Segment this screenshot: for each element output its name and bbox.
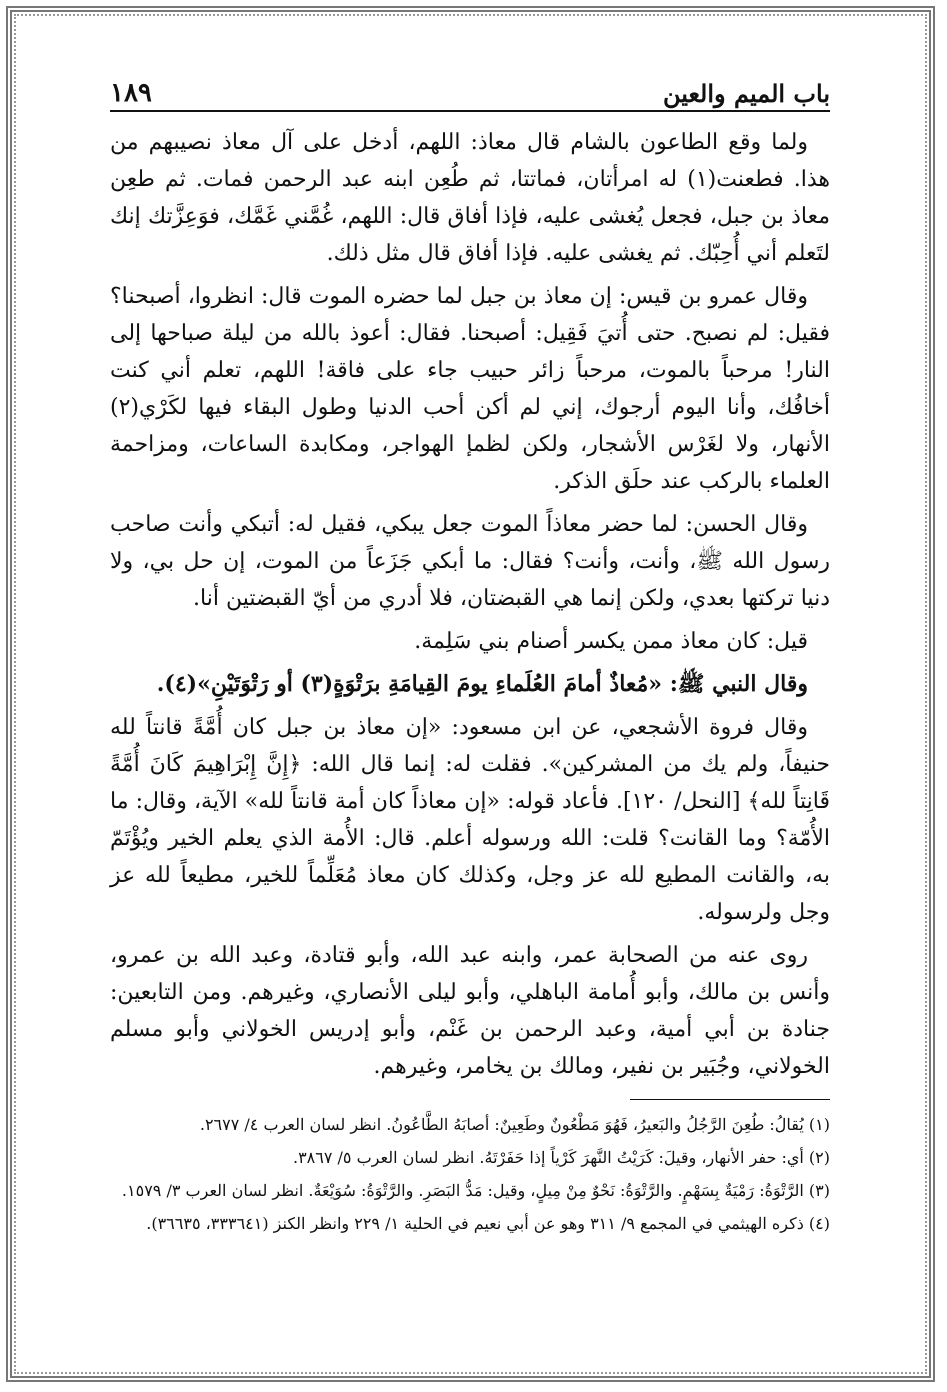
- footnote-separator: [630, 1099, 830, 1100]
- footnote-3: (٣) الرَّتْوَةُ: رَمْيَةٌ بِسَهْمٍ. والرَّتْوَةُ: نَحْوٌ مِنْ مِيلٍ، وقيل: مَدُّ البَصَرِ. والرَّتْوَةُ: سُوَيْعَةٌ. انظر لسان العرب ٣/ ١٥٧٩.: [121, 1181, 830, 1200]
- page-number: ١٨٩: [110, 78, 152, 108]
- paragraph-narrators: روى عنه من الصحابة عمر، وابنه عبد الله، وأبو قتادة، وعبد الله بن عمرو، وأنس بن مالك، وأبو أُمامة الباهلي، وأبو ليلى الأنصاري، وغيرهم. ومن التابعين: جنادة بن أبي أمية، وعبد الرحمن بن غَنْم، وأبو إدريس الخولاني وأبو مسلم الخولاني، وجُبَير بن نفير، ومالك بن يخامر، وغيرهم.: [110, 943, 830, 1079]
- chapter-title: باب الميم والعين: [662, 79, 830, 108]
- main-text: [110, 124, 830, 1085]
- paragraph-hasan: وقال الحسن: لما حضر معاذاً الموت جعل يبكي، فقيل له: أتبكي وأنت صاحب رسول الله ﷺ، وأنت، وأنت؟ فقال: ما أبكي جَزَعاً من الموت، إن حل بي، ولا دنيا تركتها بعدي، ولكن إنما هي القبضتان، فلا أدري من أيّ القبضتين أنا.: [110, 512, 830, 611]
- paragraph-farwa: وقال فروة الأشجعي، عن ابن مسعود: «إن معاذ بن جبل كان أُمَّةً قانتاً لله حنيفاً، ولم يك من المشركين». فقلت له: إنما قال الله: ﴿إِنَّ إِبْرَاهِيمَ كَانَ أُمَّةً قَانِتاً لله﴾ [النحل/ ١٢٠]. فأعاد قوله: «إن معاذاً كان أمة قانتاً لله» الآية، وقال: ما الأُمّة؟ وما القانت؟ قلت: الله ورسوله أعلم. قال: الأُمة الذي يعلم الخير ويُؤْتَمّ به، والقانت المطيع لله عز وجل، وكذلك كان معاذ مُعَلِّماً للخير، مطيعاً لله عز وجل ولرسوله.: [110, 715, 831, 925]
- footnote-1: (١) يُقالُ: طُعِنَ الرَّجُلُ والبَعيرُ، فَهُوَ مَطْعُونٌ وطَعِينٌ: أصابَهُ الطَّاعُونُ. انظر لسان العرب ٤/ ٢٦٧٧.: [199, 1115, 830, 1134]
- footnotes: [110, 1110, 830, 1238]
- running-header: [110, 62, 830, 112]
- paragraph-idols: قيل: كان معاذ ممن يكسر أصنام بني سَلِمة.: [414, 629, 808, 654]
- book-page: [110, 62, 830, 1242]
- paragraph-amr-bin-qays: وقال عمرو بن قيس: إن معاذ بن جبل لما حضره الموت قال: انظروا، أصبحنا؟ فقيل: لم نصبح. حتى أُتيَ فَقِيل: أصبحنا. فقال: أعوذ بالله من ليلة صباحها إلى النار! مرحباً بالموت، مرحباً زائر حبيب جاء على فاقة! اللهم، تعلم أني كنت أخافُك، وأنا اليوم أرجوك، إني لم أكن أحب الدنيا وطول البقاء فيها لكَرْي(٢) الأنهار، ولا لغَرْس الأشجار، ولكن لظمإ الهواجر، ومكابدة الساعات، ومزاحمة العلماء بالركب عند حلَق الذكر.: [110, 284, 830, 494]
- paragraph-plague: ولما وقع الطاعون بالشام قال معاذ: اللهم، أدخل على آل معاذ نصيبهم من هذا. فطعنت(١) له امرأتان، فماتتا، ثم طُعِن ابنه عبد الرحمن فمات. ثم طعِن معاذ بن جبل، فجعل يُغشى عليه، فإذا أفاق قال: اللهم، غُمَّني غَمَّك، فوَعِزَّتك إنك لتَعلم أني أُحِبّك. ثم يغشى عليه. فإذا أفاق قال مثل ذلك.: [110, 130, 831, 266]
- footnote-4: (٤) ذكره الهيثمي في المجمع ٩/ ٣١١ وهو عن أبي نعيم في الحلية ١/ ٢٢٩ وانظر الكنز (٣٣٣٦٤١، ٣٦٦٣٥).: [146, 1214, 830, 1233]
- paragraph-hadith: وقال النبي ﷺ: «مُعاذٌ أمامَ العُلَماءِ يومَ القِيامَةِ برَتْوَةٍ(٣) أو رَتْوَتَيْنِ»(٤).: [156, 671, 808, 697]
- footnote-2: (٢) أي: حفر الأنهار، وقيلَ: كَرَيْتُ النَّهرَ كَرْياً إذا حَفَرْتَهُ. انظر لسان العرب ٥/ ٣٨٦٧.: [292, 1148, 830, 1167]
